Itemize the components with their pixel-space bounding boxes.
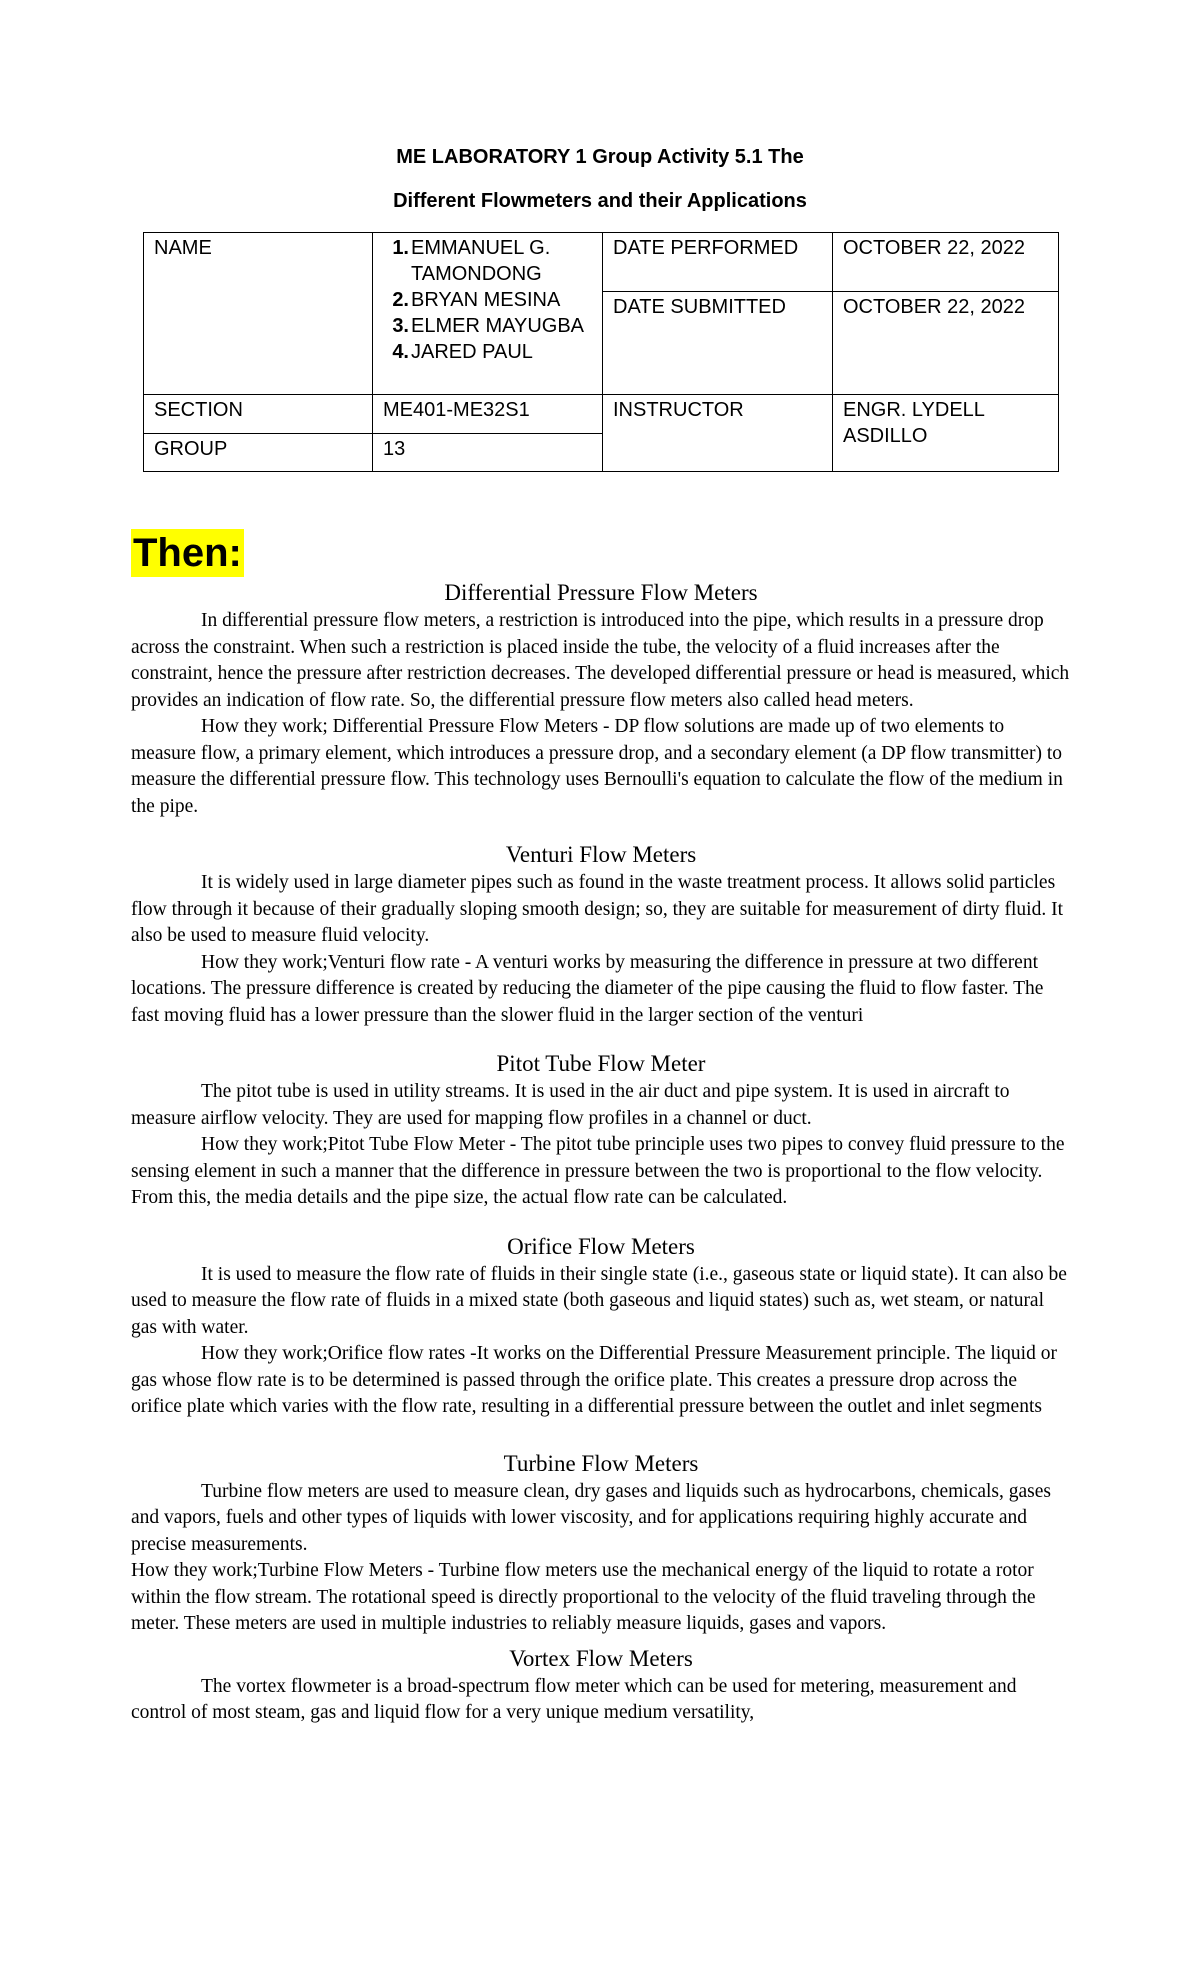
paragraph: The vortex flowmeter is a broad-spectrum flow meter which can be used for metering, measurement and control of most steam, gas and liquid flow for a very unique medium versatility, (131, 1675, 1017, 1723)
date-performed-value: OCTOBER 22, 2022 (843, 237, 1025, 259)
member-number: 3. (392, 315, 409, 337)
section-heading: Turbine Flow Meters (503, 1450, 699, 1476)
section-heading: Venturi Flow Meters (505, 842, 697, 867)
section-heading: Pitot Tube Flow Meter (496, 1051, 706, 1076)
date-performed-label: DATE PERFORMED (613, 237, 799, 259)
section-orifice (131, 1232, 1071, 1421)
paragraph: Turbine flow meters are used to measure clean, dry gases and liquids such as hydrocarbons, chemicals, gases and vapors, fuels and other types of liquids with lower viscosity, and for applications requiring highly accurate and precise measurements. (131, 1480, 1052, 1555)
member-name: JARED PAUL (411, 341, 533, 363)
member-name: EMMANUEL G. (411, 237, 551, 259)
document-body (131, 578, 1071, 1727)
section-group-labels-cell (144, 395, 373, 472)
member-item (383, 287, 602, 313)
instructor-value: ENGR. LYDELL ASDILLO (833, 395, 1059, 472)
paragraph: The pitot tube is used in utility streams. It is used in the air duct and pipe system. It is used in aircraft to measure airflow velocity. They are used for mapping flow profiles in a channel or duct. (131, 1081, 1010, 1129)
paragraph: It is widely used in large diameter pipes such as found in the waste treatment process. It allows solid particles flow through it because of their gradually sloping smooth design; so, they are suitable for measurement of dirty fluid. It also be used to measure fluid velocity. (131, 872, 1063, 946)
section-heading: Differential Pressure Flow Meters (444, 580, 758, 605)
section-heading: Orifice Flow Meters (507, 1233, 695, 1259)
paragraph: How they work; Differential Pressure Flow Meters - DP flow solutions are made up of two elements to measure flow, a primary element, which introduces a pressure drop, and a secondary element (a DP flow transmitter) to measure the differential pressure flow. This technology uses Bernoulli's equation to calculate the flow of the medium in the pipe. (131, 716, 1063, 817)
member-item (383, 339, 602, 365)
document-title-line2: Different Flowmeters and their Applications (393, 190, 807, 212)
section-label: SECTION (154, 399, 243, 421)
document-title-line1: ME LABORATORY 1 Group Activity 5.1 The (396, 146, 804, 168)
member-name: ELMER MAYUGBA (411, 315, 584, 337)
member-name: BRYAN MESINA (411, 289, 561, 311)
section-value: ME401-ME32S1 (383, 399, 530, 421)
paragraph: How they work;Venturi flow rate - A venturi works by measuring the difference in pressure at two different locations. The pressure difference is created by reducing the diameter of the pipe causing the fluid to flow faster. The fast moving fluid has a lower pressure than the slower fluid in the larger section of the venturi (131, 951, 1044, 1026)
group-value: 13 (373, 433, 602, 471)
paragraph: How they work;Pitot Tube Flow Meter - The pitot tube principle uses two pipes to convey fluid pressure to the sensing element in such a manner that the difference in pressure between the two is proportional to the flow velocity. From this, the media details and the pipe size, the actual flow rate can be calculated. (131, 1134, 1065, 1208)
group-info-table (143, 232, 1059, 472)
member-list (383, 235, 602, 365)
date-submitted-value: OCTOBER 22, 2022 (833, 291, 1058, 320)
paragraph: How they work;Turbine Flow Meters - Turbine flow meters use the mechanical energy of the liquid to rotate a rotor within the flow stream. The rotational speed is directly proportional to the velocity of the fluid traveling through the meter. These meters are used in multiple industries to reliably measure liquids, gases and vapors. (131, 1560, 1036, 1634)
section-pitot-tube (131, 1049, 1071, 1212)
section-vortex (131, 1644, 1071, 1727)
member-number: 4. (392, 341, 409, 363)
section-heading: Vortex Flow Meters (509, 1645, 693, 1671)
member-number: 1. (392, 237, 409, 259)
section-venturi (131, 840, 1071, 1029)
member-item (383, 235, 602, 261)
date-labels-cell (603, 233, 833, 395)
date-values-cell (833, 233, 1059, 395)
paragraph: It is used to measure the flow rate of fluids in their single state (i.e., gaseous state or liquid state). It can also be used to measure the flow rate of fluids in a mixed state (both gaseous and liquid states) such as, wet steam, or natural gas with water. (131, 1263, 1067, 1338)
section-differential-pressure (131, 578, 1071, 820)
member-list-cell (373, 233, 603, 395)
paragraph: In differential pressure flow meters, a restriction is introduced into the pipe, which results in a pressure drop across the constraint. When such a restriction is placed inside the tube, the velocity of a fluid increases after the constraint, hence the pressure after restriction decreases. The developed differential pressure or head is measured, which provides an indication of flow rate. So, the differential pressure flow meters also called head meters. (131, 610, 1070, 711)
member-number: 2. (392, 289, 409, 311)
section-turbine (131, 1449, 1071, 1638)
then-highlight-label: Then: (133, 531, 242, 575)
group-label: GROUP (144, 433, 372, 471)
name-label: NAME (144, 233, 373, 395)
paragraph: How they work;Orifice flow rates -It works on the Differential Pressure Measurement principle. The liquid or gas whose flow rate is to be determined is passed through the orifice plate. This creates a pressure drop across the orifice plate which varies with the flow rate, resulting in a differential pressure between the outlet and inlet segments (131, 1343, 1057, 1417)
member-item (383, 313, 602, 339)
date-submitted-label: DATE SUBMITTED (603, 291, 832, 320)
section-group-values-cell (373, 395, 603, 472)
instructor-label: INSTRUCTOR (603, 395, 833, 472)
member-name-continued: TAMONDONG (411, 263, 542, 285)
